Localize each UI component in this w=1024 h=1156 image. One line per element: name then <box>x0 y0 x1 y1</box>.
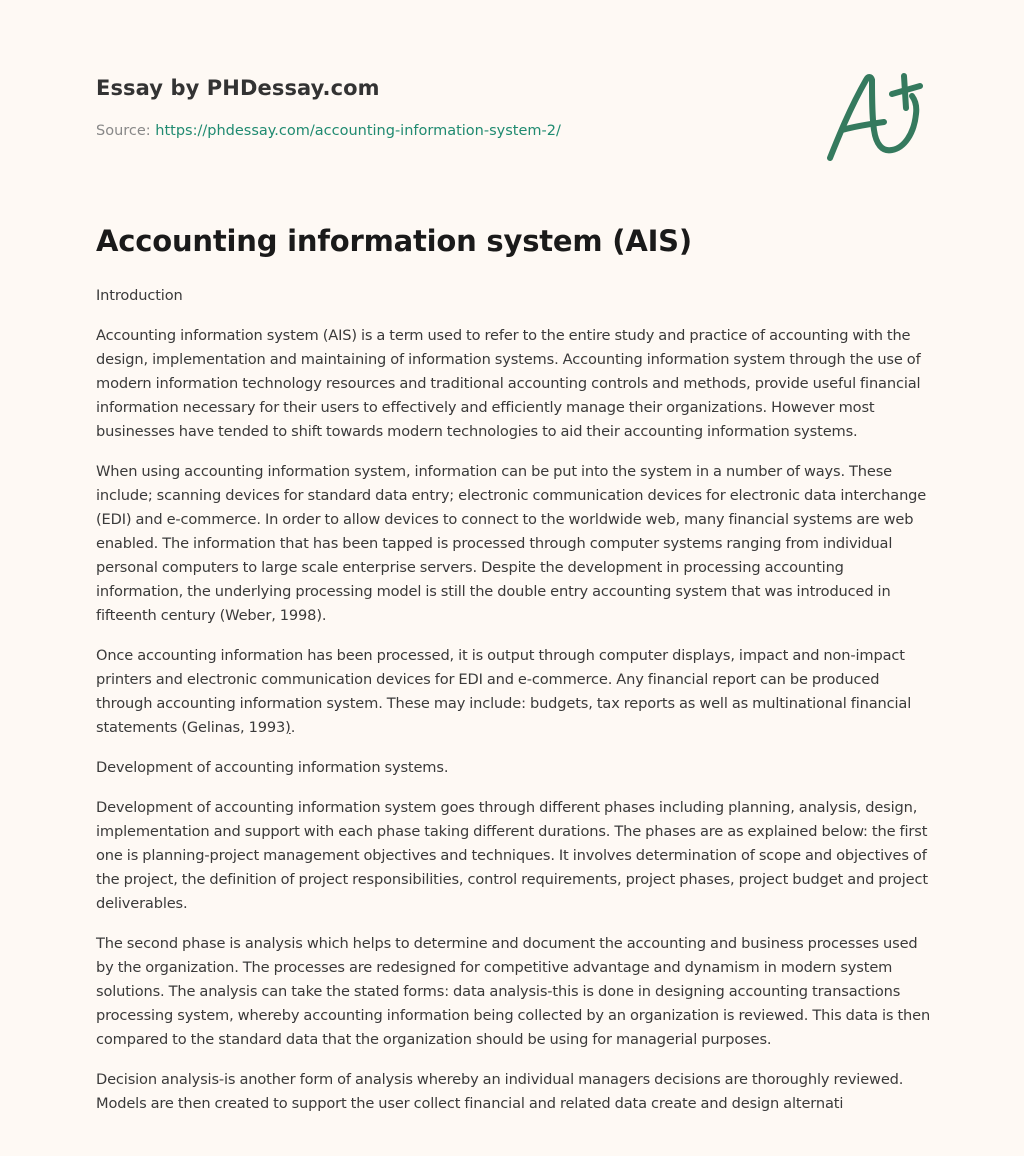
brand-title: Essay by PHDessay.com <box>96 76 380 100</box>
essay-paragraph: When using accounting information system, information can be put into the system in a number of ways. These include; scanning devices for standard data entry; electronic communication devices for electronic data interchange (EDI) and e-commerce. In order to allow devices to connect to the worldwide web, many financial systems are web enabled. The information that has been tapped is processed through computer systems ranging from individual personal computers to large scale enterprise servers. Despite the development in processing accounting information, the underlying processing model is still the double entry accounting system that was introduced in fifteenth century (Weber, 1998). <box>96 463 927 624</box>
essay-paragraph: The second phase is analysis which helps to determine and document the accounting and business processes used by the organization. The processes are redesigned for competitive advantage and dynamism in modern system solutions. The analysis can take the stated forms: data analysis-this is done in designing accounting transactions processing system, whereby accounting information being collected by an organization is reviewed. This data is then compared to the standard data that the organization should be using for managerial purposes. <box>96 935 931 1048</box>
paragraph-text-end: . <box>290 719 296 736</box>
essay-body <box>96 284 932 1132</box>
section-label-development: Development of accounting information systems. <box>96 759 449 776</box>
a-plus-icon <box>822 68 928 166</box>
essay-paragraph: Accounting information system (AIS) is a term used to refer to the entire study and practice of accounting with the design, implementation and maintaining of information systems. Accounting information system through the use of modern information technology resources and traditional accounting controls and methods, provide useful financial information necessary for their users to effectively and efficiently manage their organizations. However most businesses have tended to shift towards modern technologies to aid their accounting information systems. <box>96 327 921 440</box>
source-label: Source: <box>96 123 151 139</box>
essay-title: Accounting information system (AIS) <box>96 224 692 258</box>
source-line <box>96 123 561 139</box>
section-label-introduction: Introduction <box>96 287 183 304</box>
essay-paragraph: Development of accounting information system goes through different phases including planning, analysis, design, implementation and support with each phase taking different durations. The phases are as explained below: the first one is planning-project management objectives and techniques. It involves determination of scope and objectives of the project, the definition of project responsibilities, control requirements, project phases, project budget and project deliverables. <box>96 799 928 912</box>
paragraph-text: Once accounting information has been processed, it is output through computer displays, impact and non-impact printers and electronic communication devices for EDI and e-commerce. Any financial report can be produced through accounting information system. These may include: budgets, tax reports as well as multinational financial statements (Gelinas, 1993 <box>96 647 912 736</box>
essay-paragraph <box>96 644 932 740</box>
underlined-paren: ) <box>285 719 291 736</box>
essay-paragraph: Decision analysis-is another form of analysis whereby an individual managers decisions are thoroughly reviewed. Models are then created to support the user collect financial and related data create and design alternati <box>96 1071 904 1112</box>
source-link[interactable]: https://phdessay.com/accounting-information-system-2/ <box>155 123 561 139</box>
